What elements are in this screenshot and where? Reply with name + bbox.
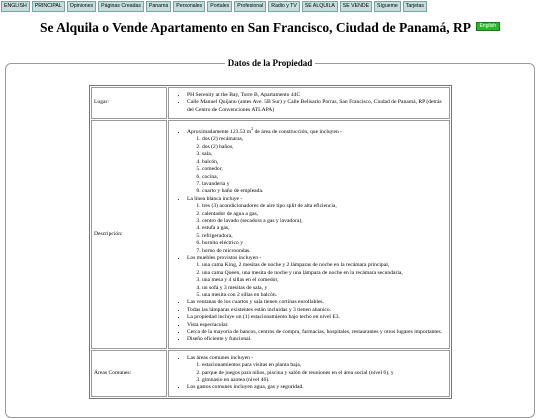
areas-comunes-label: Áreas Comunes:: [91, 350, 167, 397]
list-item: 2. una cama Queen, una mesita de noche y una lámpara de noche en la recámara secundaria,: [202, 270, 447, 277]
list-item: • Cerca de la mayoría de bancos, centros de compra, farmacias, hospitales, restaurantes y otros lugares importantes.: [187, 329, 447, 336]
list-item: 1. dos (2) recámaras,: [202, 136, 447, 143]
list-item: 5. comedor,: [202, 166, 447, 173]
lugar-value: [168, 87, 450, 119]
nav-link-opiniones[interactable]: Opiniones: [67, 1, 96, 12]
nav-link-sigueme[interactable]: Sígueme: [374, 1, 401, 12]
list-item: • Los gastos comunes incluyen agua, gas y seguridad.: [187, 384, 447, 391]
table-row: [91, 87, 450, 119]
list-item: • Vista espectacular.: [187, 322, 447, 329]
nav-link-se-vende[interactable]: SE VENDE: [340, 1, 372, 12]
page-title-text: Se Alquila o Vende Apartamento en San Francisco, Ciudad de Panamá, RP: [40, 20, 471, 35]
descripcion-label: Descripción:: [91, 120, 167, 349]
list-item: 5. refrigeradora,: [202, 233, 447, 240]
descripcion-value: [168, 120, 450, 349]
list-item: • Las ventanas de los cuartos y sala tienen cortinas enrollables.: [187, 299, 447, 306]
list-item: 6. cocina,: [202, 174, 447, 181]
linea-blanca-heading: La línea blanca incluye -: [187, 195, 243, 202]
nav-link-tarjetas[interactable]: Tarjetas: [403, 1, 427, 12]
lugar-label: Lugar:: [91, 87, 167, 119]
list-item: 1. tres (3) acondicionadores de aire tipo split de alta eficiencia,: [202, 203, 447, 210]
property-table: [89, 85, 452, 399]
list-item: • Diseño eficiente y funcional.: [187, 336, 447, 343]
list-item: [187, 196, 447, 255]
nav-link-paginas-creadas[interactable]: Páginas Creadas: [98, 1, 144, 12]
list-item: • PH Serenity at the Bay, Torre B, Apartamento 44C: [187, 92, 447, 99]
section-legend: Datos de la Propiedad: [227, 58, 313, 68]
list-item: 6. hornito eléctrico y: [202, 240, 447, 247]
english-language-button[interactable]: English: [476, 22, 500, 31]
areas-comunes-value: [168, 350, 450, 397]
page-title: [0, 19, 540, 37]
list-item: 3. gimnasio en azotea (nivel 46).: [202, 377, 447, 384]
list-item: 4. estufa a gas,: [202, 225, 447, 232]
list-item: [187, 255, 447, 299]
list-item: • Todas las lámparas existentes están incluidas y 3 tienen abanico.: [187, 307, 447, 314]
area-superscript: 2: [251, 126, 254, 132]
nav-link-se-alquila[interactable]: SE ALQUILA: [302, 1, 338, 12]
table-row: [91, 350, 450, 397]
areas-comunes-sublist: [187, 362, 447, 384]
nav-link-radio-tv[interactable]: Radio y TV: [268, 1, 300, 12]
list-item: 7. horno de microondas.: [202, 248, 447, 255]
muebles-heading: Los muebles provistos incluyen -: [187, 254, 262, 261]
area-prefix: Aproximadamente 123.53 m: [187, 129, 252, 136]
areas-comunes-list: [171, 355, 447, 392]
list-item: 2. calentador de agua a gas,: [202, 211, 447, 218]
nav-link-portales[interactable]: Portales: [207, 1, 232, 12]
nav-link-panama[interactable]: Panamá: [146, 1, 171, 12]
areas-comunes-heading: Las áreas comunes incluyen -: [187, 354, 254, 361]
list-item: 3. sala,: [202, 151, 447, 158]
property-data-section: [5, 58, 535, 418]
list-item: 8. cuarto y baño de empleada.: [202, 188, 447, 195]
nav-link-principal[interactable]: PRINCIPAL: [32, 1, 65, 12]
muebles-sublist: [187, 262, 447, 299]
list-item: • La propiedad incluye un (1) estacionamiento bajo techo en nivel E3.: [187, 314, 447, 321]
list-item: [187, 355, 447, 385]
area-sublist: [187, 136, 447, 195]
list-item: 4. un sofá y 3 mesitas de sala, y: [202, 285, 447, 292]
list-item: 7. lavandería y: [202, 181, 447, 188]
linea-blanca-sublist: [187, 203, 447, 255]
list-item: 1. estacionamientos para visitas en planta baja,: [202, 362, 447, 369]
nav-link-profesional[interactable]: Profesional: [234, 1, 266, 12]
nav-link-personales[interactable]: Personales: [173, 1, 205, 12]
list-item: 3. centro de lavado (secadora a gas y lavadora),: [202, 218, 447, 225]
list-item: • Calle Manuel Quijano (antes Ave. 5B Sur) y Calle Belisario Porras, San Francisco, Ciudad de Panamá, RP (detrás del Centro de Convenciones ATLAPA): [187, 99, 447, 114]
list-item: [187, 125, 447, 196]
lugar-list: [171, 92, 447, 114]
list-item: 5. una mesita con 2 sillas en balcón.: [202, 292, 447, 299]
table-row: [91, 120, 450, 349]
area-suffix: de área de construcción, que incluyen -: [253, 129, 343, 136]
top-navigation: [0, 0, 540, 12]
list-item: 3. una mesa y 4 sillas en el comedor,: [202, 277, 447, 284]
nav-link-english[interactable]: ENGLISH: [1, 1, 30, 12]
list-item: 2. parque de juegos para niños, piscina y salón de reuniones en el área social (nivel 6), y: [202, 370, 447, 377]
list-item: 2. dos (2) baños,: [202, 144, 447, 151]
descripcion-list: [171, 125, 447, 344]
list-item: 1. una cama King, 2 mesitas de noche y 2 lámparas de noche en la recámara principal,: [202, 262, 447, 269]
list-item: 4. balcón,: [202, 159, 447, 166]
